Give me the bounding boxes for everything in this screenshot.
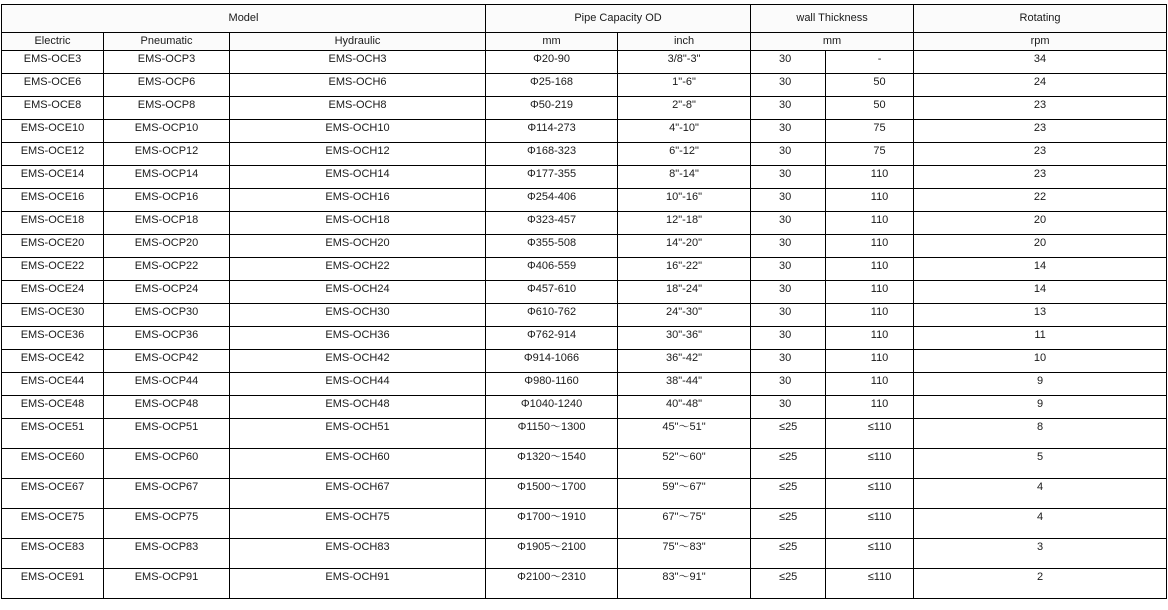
cell-od-inch: 3/8"-3" bbox=[618, 51, 751, 74]
cell-hydraulic: EMS-OCH83 bbox=[230, 539, 486, 569]
cell-od-inch: 2"-8" bbox=[618, 97, 751, 120]
header-electric: Electric bbox=[2, 33, 104, 51]
cell-pneumatic: EMS-OCP3 bbox=[104, 51, 230, 74]
cell-od-inch: 52"～60" bbox=[618, 449, 751, 479]
cell-hydraulic: EMS-OCH12 bbox=[230, 143, 486, 166]
cell-rpm: 23 bbox=[914, 143, 1167, 166]
cell-electric: EMS-OCE67 bbox=[2, 479, 104, 509]
cell-wall-max: 110 bbox=[826, 258, 914, 281]
cell-electric: EMS-OCE44 bbox=[2, 373, 104, 396]
cell-od-mm: Φ914-1066 bbox=[486, 350, 618, 373]
cell-wall-max: 75 bbox=[826, 143, 914, 166]
cell-od-inch: 38"-44" bbox=[618, 373, 751, 396]
cell-rpm: 5 bbox=[914, 449, 1167, 479]
cell-od-mm: Φ50-219 bbox=[486, 97, 618, 120]
cell-rpm: 2 bbox=[914, 569, 1167, 599]
header-pneumatic: Pneumatic bbox=[104, 33, 230, 51]
cell-wall-max: 110 bbox=[826, 281, 914, 304]
table-row bbox=[2, 449, 1167, 479]
cell-od-inch: 67"～75" bbox=[618, 509, 751, 539]
cell-hydraulic: EMS-OCH6 bbox=[230, 74, 486, 97]
cell-od-inch: 1"-6" bbox=[618, 74, 751, 97]
cell-pneumatic: EMS-OCP8 bbox=[104, 97, 230, 120]
cell-wall-mm: 30 bbox=[751, 281, 826, 304]
cell-od-inch: 16"-22" bbox=[618, 258, 751, 281]
cell-od-inch: 10"-16" bbox=[618, 189, 751, 212]
cell-od-mm: Φ762-914 bbox=[486, 327, 618, 350]
cell-electric: EMS-OCE48 bbox=[2, 396, 104, 419]
cell-rpm: 23 bbox=[914, 97, 1167, 120]
cell-pneumatic: EMS-OCP48 bbox=[104, 396, 230, 419]
header-wall-thickness: wall Thickness bbox=[751, 5, 914, 33]
cell-electric: EMS-OCE36 bbox=[2, 327, 104, 350]
cell-rpm: 3 bbox=[914, 539, 1167, 569]
header-pipe-capacity: Pipe Capacity OD bbox=[486, 5, 751, 33]
cell-hydraulic: EMS-OCH20 bbox=[230, 235, 486, 258]
cell-od-inch: 45"～51" bbox=[618, 419, 751, 449]
cell-electric: EMS-OCE3 bbox=[2, 51, 104, 74]
cell-wall-max: 50 bbox=[826, 97, 914, 120]
cell-electric: EMS-OCE10 bbox=[2, 120, 104, 143]
cell-wall-max: 50 bbox=[826, 74, 914, 97]
table-row bbox=[2, 419, 1167, 449]
cell-od-inch: 4"-10" bbox=[618, 120, 751, 143]
table-row bbox=[2, 327, 1167, 350]
cell-wall-mm: ≤25 bbox=[751, 479, 826, 509]
cell-hydraulic: EMS-OCH67 bbox=[230, 479, 486, 509]
header-model: Model bbox=[2, 5, 486, 33]
cell-rpm: 24 bbox=[914, 74, 1167, 97]
cell-electric: EMS-OCE60 bbox=[2, 449, 104, 479]
cell-wall-mm: 30 bbox=[751, 74, 826, 97]
table-row bbox=[2, 166, 1167, 189]
cell-wall-max: 110 bbox=[826, 350, 914, 373]
cell-od-inch: 14"-20" bbox=[618, 235, 751, 258]
cell-wall-max: ≤110 bbox=[826, 479, 914, 509]
cell-rpm: 11 bbox=[914, 327, 1167, 350]
table-row bbox=[2, 143, 1167, 166]
table-row bbox=[2, 74, 1167, 97]
header-rpm: rpm bbox=[914, 33, 1167, 51]
cell-hydraulic: EMS-OCH42 bbox=[230, 350, 486, 373]
cell-pneumatic: EMS-OCP14 bbox=[104, 166, 230, 189]
cell-wall-mm: 30 bbox=[751, 120, 826, 143]
cell-pneumatic: EMS-OCP12 bbox=[104, 143, 230, 166]
cell-rpm: 13 bbox=[914, 304, 1167, 327]
cell-wall-max: ≤110 bbox=[826, 449, 914, 479]
table-row bbox=[2, 479, 1167, 509]
cell-pneumatic: EMS-OCP22 bbox=[104, 258, 230, 281]
cell-wall-mm: 30 bbox=[751, 373, 826, 396]
cell-wall-mm: ≤25 bbox=[751, 419, 826, 449]
cell-rpm: 14 bbox=[914, 258, 1167, 281]
cell-electric: EMS-OCE12 bbox=[2, 143, 104, 166]
cell-od-mm: Φ1700～1910 bbox=[486, 509, 618, 539]
cell-electric: EMS-OCE83 bbox=[2, 539, 104, 569]
table-row bbox=[2, 51, 1167, 74]
cell-hydraulic: EMS-OCH14 bbox=[230, 166, 486, 189]
cell-od-inch: 59"～67" bbox=[618, 479, 751, 509]
cell-pneumatic: EMS-OCP10 bbox=[104, 120, 230, 143]
header-row-top bbox=[2, 5, 1167, 33]
cell-wall-max: ≤110 bbox=[826, 509, 914, 539]
cell-wall-mm: 30 bbox=[751, 51, 826, 74]
cell-od-mm: Φ1905～2100 bbox=[486, 539, 618, 569]
cell-wall-mm: 30 bbox=[751, 97, 826, 120]
cell-wall-max: 110 bbox=[826, 327, 914, 350]
table-row bbox=[2, 569, 1167, 599]
cell-rpm: 20 bbox=[914, 212, 1167, 235]
cell-od-inch: 40"-48" bbox=[618, 396, 751, 419]
cell-od-mm: Φ168-323 bbox=[486, 143, 618, 166]
cell-pneumatic: EMS-OCP44 bbox=[104, 373, 230, 396]
cell-rpm: 9 bbox=[914, 373, 1167, 396]
cell-hydraulic: EMS-OCH75 bbox=[230, 509, 486, 539]
cell-hydraulic: EMS-OCH18 bbox=[230, 212, 486, 235]
cell-pneumatic: EMS-OCP51 bbox=[104, 419, 230, 449]
cell-od-inch: 75"～83" bbox=[618, 539, 751, 569]
table-row bbox=[2, 189, 1167, 212]
cell-wall-mm: 30 bbox=[751, 304, 826, 327]
cell-od-mm: Φ114-273 bbox=[486, 120, 618, 143]
cell-wall-mm: 30 bbox=[751, 189, 826, 212]
cell-wall-mm: ≤25 bbox=[751, 569, 826, 599]
cell-rpm: 14 bbox=[914, 281, 1167, 304]
cell-wall-mm: 30 bbox=[751, 327, 826, 350]
cell-od-mm: Φ177-355 bbox=[486, 166, 618, 189]
cell-od-mm: Φ2100～2310 bbox=[486, 569, 618, 599]
cell-od-inch: 8"-14" bbox=[618, 166, 751, 189]
table-row bbox=[2, 235, 1167, 258]
cell-pneumatic: EMS-OCP60 bbox=[104, 449, 230, 479]
cell-pneumatic: EMS-OCP83 bbox=[104, 539, 230, 569]
header-rotating: Rotating bbox=[914, 5, 1167, 33]
cell-od-mm: Φ1150～1300 bbox=[486, 419, 618, 449]
cell-electric: EMS-OCE30 bbox=[2, 304, 104, 327]
cell-wall-mm: 30 bbox=[751, 235, 826, 258]
cell-pneumatic: EMS-OCP67 bbox=[104, 479, 230, 509]
header-od-mm: mm bbox=[486, 33, 618, 51]
cell-od-mm: Φ457-610 bbox=[486, 281, 618, 304]
header-wall-mm: mm bbox=[751, 33, 914, 51]
cell-hydraulic: EMS-OCH24 bbox=[230, 281, 486, 304]
cell-electric: EMS-OCE14 bbox=[2, 166, 104, 189]
table-row bbox=[2, 258, 1167, 281]
cell-hydraulic: EMS-OCH16 bbox=[230, 189, 486, 212]
cell-hydraulic: EMS-OCH10 bbox=[230, 120, 486, 143]
cell-od-inch: 12"-18" bbox=[618, 212, 751, 235]
cell-rpm: 9 bbox=[914, 396, 1167, 419]
header-row-sub bbox=[2, 33, 1167, 51]
cell-pneumatic: EMS-OCP91 bbox=[104, 569, 230, 599]
cell-od-mm: Φ20-90 bbox=[486, 51, 618, 74]
cell-electric: EMS-OCE75 bbox=[2, 509, 104, 539]
cell-od-mm: Φ1040-1240 bbox=[486, 396, 618, 419]
cell-od-inch: 6"-12" bbox=[618, 143, 751, 166]
cell-wall-max: ≤110 bbox=[826, 569, 914, 599]
cell-pneumatic: EMS-OCP24 bbox=[104, 281, 230, 304]
cell-rpm: 4 bbox=[914, 479, 1167, 509]
table-row bbox=[2, 396, 1167, 419]
cell-hydraulic: EMS-OCH8 bbox=[230, 97, 486, 120]
cell-electric: EMS-OCE51 bbox=[2, 419, 104, 449]
cell-pneumatic: EMS-OCP42 bbox=[104, 350, 230, 373]
cell-wall-max: 110 bbox=[826, 189, 914, 212]
cell-rpm: 20 bbox=[914, 235, 1167, 258]
cell-wall-mm: 30 bbox=[751, 143, 826, 166]
cell-electric: EMS-OCE24 bbox=[2, 281, 104, 304]
cell-pneumatic: EMS-OCP16 bbox=[104, 189, 230, 212]
table-row bbox=[2, 120, 1167, 143]
cell-wall-mm: ≤25 bbox=[751, 539, 826, 569]
cell-od-inch: 24"-30" bbox=[618, 304, 751, 327]
cell-hydraulic: EMS-OCH91 bbox=[230, 569, 486, 599]
cell-electric: EMS-OCE6 bbox=[2, 74, 104, 97]
cell-wall-max: - bbox=[826, 51, 914, 74]
cell-hydraulic: EMS-OCH3 bbox=[230, 51, 486, 74]
cell-od-mm: Φ25-168 bbox=[486, 74, 618, 97]
cell-pneumatic: EMS-OCP18 bbox=[104, 212, 230, 235]
cell-wall-max: 110 bbox=[826, 373, 914, 396]
table-row bbox=[2, 281, 1167, 304]
cell-hydraulic: EMS-OCH44 bbox=[230, 373, 486, 396]
cell-wall-mm: ≤25 bbox=[751, 449, 826, 479]
cell-od-mm: Φ406-559 bbox=[486, 258, 618, 281]
spec-table bbox=[1, 4, 1167, 599]
cell-hydraulic: EMS-OCH48 bbox=[230, 396, 486, 419]
cell-wall-max: 110 bbox=[826, 304, 914, 327]
cell-wall-max: ≤110 bbox=[826, 419, 914, 449]
table-row bbox=[2, 350, 1167, 373]
cell-wall-mm: 30 bbox=[751, 350, 826, 373]
cell-wall-max: 75 bbox=[826, 120, 914, 143]
cell-electric: EMS-OCE18 bbox=[2, 212, 104, 235]
header-hydraulic: Hydraulic bbox=[230, 33, 486, 51]
cell-od-mm: Φ1500～1700 bbox=[486, 479, 618, 509]
table-row bbox=[2, 212, 1167, 235]
cell-od-mm: Φ1320～1540 bbox=[486, 449, 618, 479]
cell-od-mm: Φ980-1160 bbox=[486, 373, 618, 396]
cell-od-inch: 36"-42" bbox=[618, 350, 751, 373]
cell-rpm: 22 bbox=[914, 189, 1167, 212]
table-row bbox=[2, 539, 1167, 569]
cell-wall-mm: 30 bbox=[751, 212, 826, 235]
cell-rpm: 23 bbox=[914, 166, 1167, 189]
table-row bbox=[2, 373, 1167, 396]
cell-hydraulic: EMS-OCH51 bbox=[230, 419, 486, 449]
cell-wall-mm: 30 bbox=[751, 396, 826, 419]
cell-wall-max: 110 bbox=[826, 212, 914, 235]
cell-hydraulic: EMS-OCH30 bbox=[230, 304, 486, 327]
cell-wall-max: 110 bbox=[826, 166, 914, 189]
cell-hydraulic: EMS-OCH22 bbox=[230, 258, 486, 281]
cell-pneumatic: EMS-OCP20 bbox=[104, 235, 230, 258]
cell-pneumatic: EMS-OCP75 bbox=[104, 509, 230, 539]
cell-od-mm: Φ323-457 bbox=[486, 212, 618, 235]
cell-pneumatic: EMS-OCP6 bbox=[104, 74, 230, 97]
cell-wall-mm: 30 bbox=[751, 258, 826, 281]
cell-wall-mm: 30 bbox=[751, 166, 826, 189]
cell-od-inch: 30"-36" bbox=[618, 327, 751, 350]
cell-od-mm: Φ355-508 bbox=[486, 235, 618, 258]
table-row bbox=[2, 304, 1167, 327]
header-od-inch: inch bbox=[618, 33, 751, 51]
cell-od-mm: Φ254-406 bbox=[486, 189, 618, 212]
cell-rpm: 10 bbox=[914, 350, 1167, 373]
cell-electric: EMS-OCE8 bbox=[2, 97, 104, 120]
table-row bbox=[2, 97, 1167, 120]
cell-rpm: 34 bbox=[914, 51, 1167, 74]
cell-wall-max: ≤110 bbox=[826, 539, 914, 569]
cell-electric: EMS-OCE42 bbox=[2, 350, 104, 373]
cell-electric: EMS-OCE22 bbox=[2, 258, 104, 281]
cell-pneumatic: EMS-OCP30 bbox=[104, 304, 230, 327]
cell-wall-max: 110 bbox=[826, 396, 914, 419]
cell-electric: EMS-OCE16 bbox=[2, 189, 104, 212]
cell-rpm: 23 bbox=[914, 120, 1167, 143]
cell-od-mm: Φ610-762 bbox=[486, 304, 618, 327]
cell-rpm: 4 bbox=[914, 509, 1167, 539]
cell-hydraulic: EMS-OCH36 bbox=[230, 327, 486, 350]
cell-wall-max: 110 bbox=[826, 235, 914, 258]
cell-pneumatic: EMS-OCP36 bbox=[104, 327, 230, 350]
cell-od-inch: 18"-24" bbox=[618, 281, 751, 304]
table-row bbox=[2, 509, 1167, 539]
cell-rpm: 8 bbox=[914, 419, 1167, 449]
cell-hydraulic: EMS-OCH60 bbox=[230, 449, 486, 479]
cell-electric: EMS-OCE91 bbox=[2, 569, 104, 599]
cell-od-inch: 83"～91" bbox=[618, 569, 751, 599]
cell-wall-mm: ≤25 bbox=[751, 509, 826, 539]
cell-electric: EMS-OCE20 bbox=[2, 235, 104, 258]
